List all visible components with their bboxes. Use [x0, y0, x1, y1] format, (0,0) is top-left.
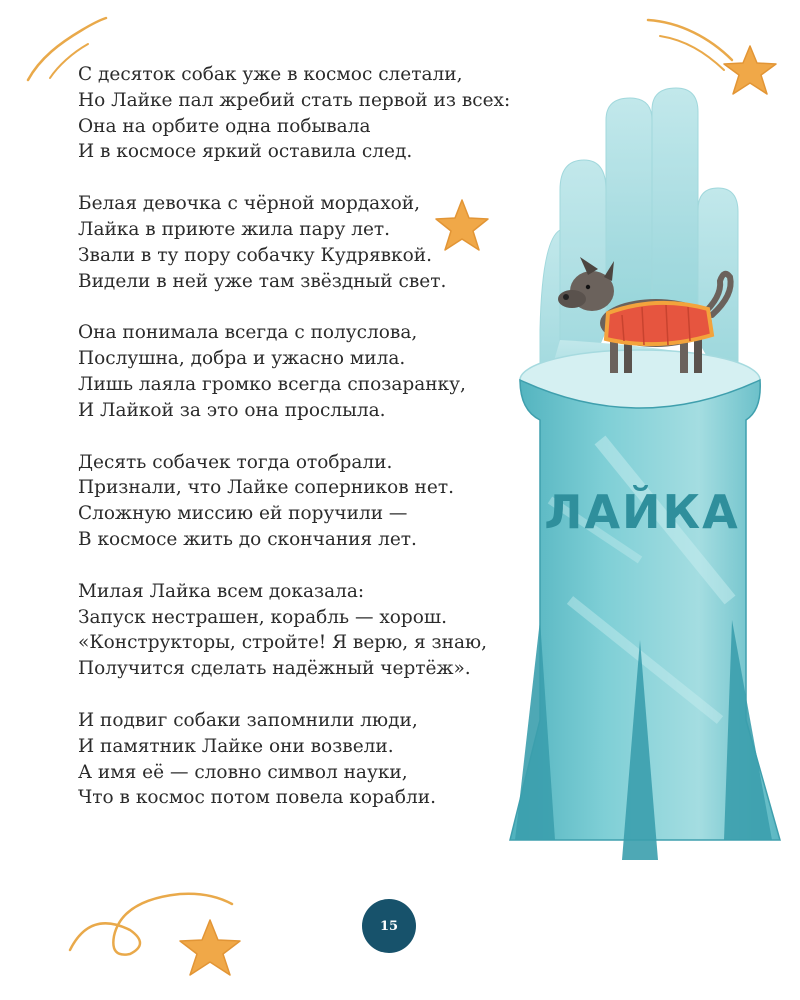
poem-line: Запуск нестрашен, корабль — хорош.	[78, 606, 447, 628]
stanza	[78, 708, 548, 811]
poem-line: И памятник Лайке они возвели.	[78, 735, 394, 757]
poem-line: Лайка в приюте жила пару лет.	[78, 218, 391, 240]
poem-line: С десяток собак уже в космос слетали,	[78, 64, 463, 85]
poem-line: Послушна, добра и ужасно мила.	[78, 348, 406, 370]
poem-line: И подвиг собаки запомнили люди,	[78, 709, 418, 731]
poem-line: В космосе жить до скончания лет.	[78, 528, 417, 550]
swirl-star-decoration-icon	[60, 880, 260, 990]
poem-line: Звали в ту пору собачку Кудрявкой.	[78, 244, 432, 266]
poem-line: И Лайкой за это она прослыла.	[78, 399, 386, 421]
poem-line: Сложную миссию ей поручили —	[78, 503, 408, 525]
page-number: 15	[362, 899, 416, 953]
stanza	[78, 579, 548, 682]
poem-line: Она на орбите одна побывала	[78, 115, 371, 137]
stanza	[78, 191, 548, 294]
stanza	[78, 450, 548, 553]
stanza	[78, 320, 548, 423]
rocket-fin-right	[724, 620, 772, 840]
poem-line: Признали, что Лайке соперников нет.	[78, 477, 454, 499]
poem-line: «Конструкторы, стройте! Я верю, я знаю,	[78, 632, 487, 654]
stanza	[78, 62, 548, 165]
poem-line: Видели в ней уже там звёздный свет.	[78, 270, 447, 292]
poem	[78, 62, 548, 837]
poem-line: Что в космос потом повела корабли.	[78, 787, 436, 809]
poem-line: Лишь лаяла громко всегда спозаранку,	[78, 373, 466, 395]
poem-line: Она понимала всегда с полуслова,	[78, 322, 418, 344]
laika-monument-icon	[480, 80, 800, 860]
poem-line: И в космосе яркий оставила след.	[78, 141, 413, 163]
poem-line: Белая девочка с чёрной мордахой,	[78, 193, 420, 215]
poem-line: Милая Лайка всем доказала:	[78, 580, 365, 602]
poem-line: Получится сделать надёжный чертёж».	[78, 658, 471, 680]
monument-inscription: ЛАЙКА	[544, 485, 740, 539]
poem-line: А имя её — словно символ науки,	[78, 761, 408, 783]
poem-line: Но Лайке пал жребий стать первой из всех:	[78, 89, 511, 111]
poem-line: Десять собачек тогда отобрали.	[78, 451, 393, 473]
